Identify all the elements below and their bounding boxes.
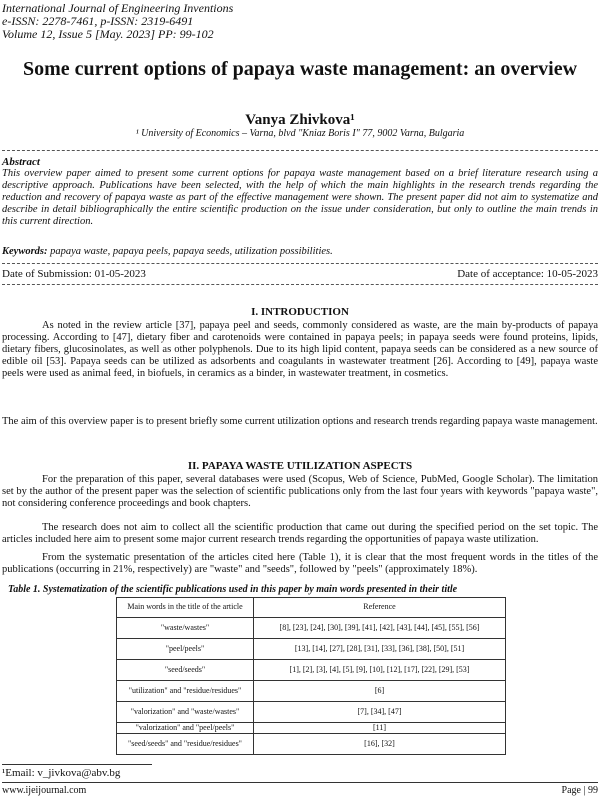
table-cell: [11] [254,723,506,734]
abstract-text: This overview paper aimed to present some current options for papaya waste management based on a brief literature research using a descriptive approach. Publications have been selected, with the help of which the main highlights in the research trends regarding the reduction and recovery of papaya waste as part of the effective management were shown. The present paper did not aim to systematize and describe in detail bibliographically the entire scientific production on the issue under consideration, but only to outline the main trends in this current direction. [2,168,598,227]
table-cell: [13], [14], [27], [28], [31], [33], [36], [38], [50], [51] [254,639,506,660]
journal-name: International Journal of Engineering Inventions [2,1,234,15]
divider [2,150,598,151]
table-row [117,734,506,755]
references-table [116,597,506,755]
footer-divider [2,782,598,783]
table-header-row [117,598,506,618]
journal-volume: Volume 12, Issue 5 [May. 2023] PP: 99-102 [2,27,214,41]
table-row [117,618,506,639]
intro-paragraph-1: As noted in the review article [37], papaya peel and seeds, commonly considered as waste, are the main by-products of papaya processing. According to [47], dietary fiber and carotenoids were contained in papaya peels; in papaya seeds were found proteins, lipids, dietary fibers, glucosinolates, as well as other polyphenols. Due to its high lipid content, papaya seeds can be considered as a new source of edible oil [53]. Papaya seeds can be utilized as adsorbents and coagulants in wastewater treatment [26]. According to [49], papaya waste peels were used as animal feed, in biofuels, in ceramics as a binder, in wastewater treatment, in cosmetics. [2,320,598,379]
aspects-paragraph-2: The research does not aim to collect all the scientific production that came out during the specified period on the set topic. The articles included here aim to present some major current research trends regarding the opportunities of papaya waste utilization. [2,522,598,545]
acceptance-date: Date of acceptance: 10-05-2023 [457,268,598,280]
table-header-cell: Reference [254,598,506,618]
table-cell: [8], [23], [24], [30], [39], [41], [42], [43], [44], [45], [55], [56] [254,618,506,639]
submission-date: Date of Submission: 01-05-2023 [2,268,146,280]
journal-issn: e-ISSN: 2278-7461, p-ISSN: 2319-6491 [2,14,194,28]
section-heading-aspects: II. PAPAYA WASTE UTILIZATION ASPECTS [187,460,413,472]
table-row [117,639,506,660]
table-cell: "seed/seeds" and "residue/residues" [117,734,254,755]
table-row [117,681,506,702]
table-cell: "peel/peels" [117,639,254,660]
author-name: Vanya Zhivkova¹ [245,112,355,128]
aspects-paragraph-3: From the systematic presentation of the articles cited here (Table 1), it is clear that the most frequent words in the titles of the publications (occurring in 21%, respectively) are "waste" and "seeds", followed by "peels" (approximately 18%). [2,552,598,575]
table-cell: "valorization" and "waste/wastes" [117,702,254,723]
table-cell: [1], [2], [3], [4], [5], [9], [10], [12], [17], [22], [29], [53] [254,660,506,681]
journal-header [2,2,233,41]
table-caption: Table 1. Systematization of the scientific publications used in this paper by main words presented in their title [8,584,458,595]
table-cell: [6] [254,681,506,702]
author-email-footnote: ¹Email: v_jivkova@abv.bg [2,767,121,779]
table-cell: "seed/seeds" [117,660,254,681]
section-heading-introduction: I. INTRODUCTION [251,306,349,318]
table-row [117,702,506,723]
table-cell: "waste/wastes" [117,618,254,639]
journal-website: www.ijeijournal.com [2,785,87,796]
keywords-text: papaya waste, papaya peels, papaya seeds, utilization possibilities. [50,246,333,257]
table-cell: "valorization" and "peel/peels" [117,723,254,734]
keywords-label: Keywords: [2,246,48,257]
divider [2,284,598,285]
abstract-label: Abstract [2,156,40,168]
table-header-cell: Main words in the title of the article [117,598,254,618]
table-cell: [7], [34], [47] [254,702,506,723]
paper-title: Some current options of papaya waste management: an overview [22,58,578,80]
table-row [117,660,506,681]
table-row [117,723,506,734]
page-number: Page | 99 [561,785,598,796]
intro-paragraph-2: The aim of this overview paper is to present briefly some current utilization options and research trends regarding papaya waste management. [2,416,598,427]
table-cell: "utilization" and "residue/residues" [117,681,254,702]
table-cell: [16], [32] [254,734,506,755]
author-affiliation: ¹ University of Economics – Varna, blvd "Kniaz Boris I" 77, 9002 Varna, Bulgaria [135,128,465,139]
divider [2,263,598,264]
footnote-divider [2,764,152,765]
keywords-line [2,246,598,257]
aspects-paragraph-1: For the preparation of this paper, several databases were used (Scopus, Web of Science, PubMed, Google Scholar). The limitation set by the author of the present paper was the selection of scientific publications only from the last four years with keywords "papaya waste", not considering conference proceedings and book chapters. [2,474,598,509]
